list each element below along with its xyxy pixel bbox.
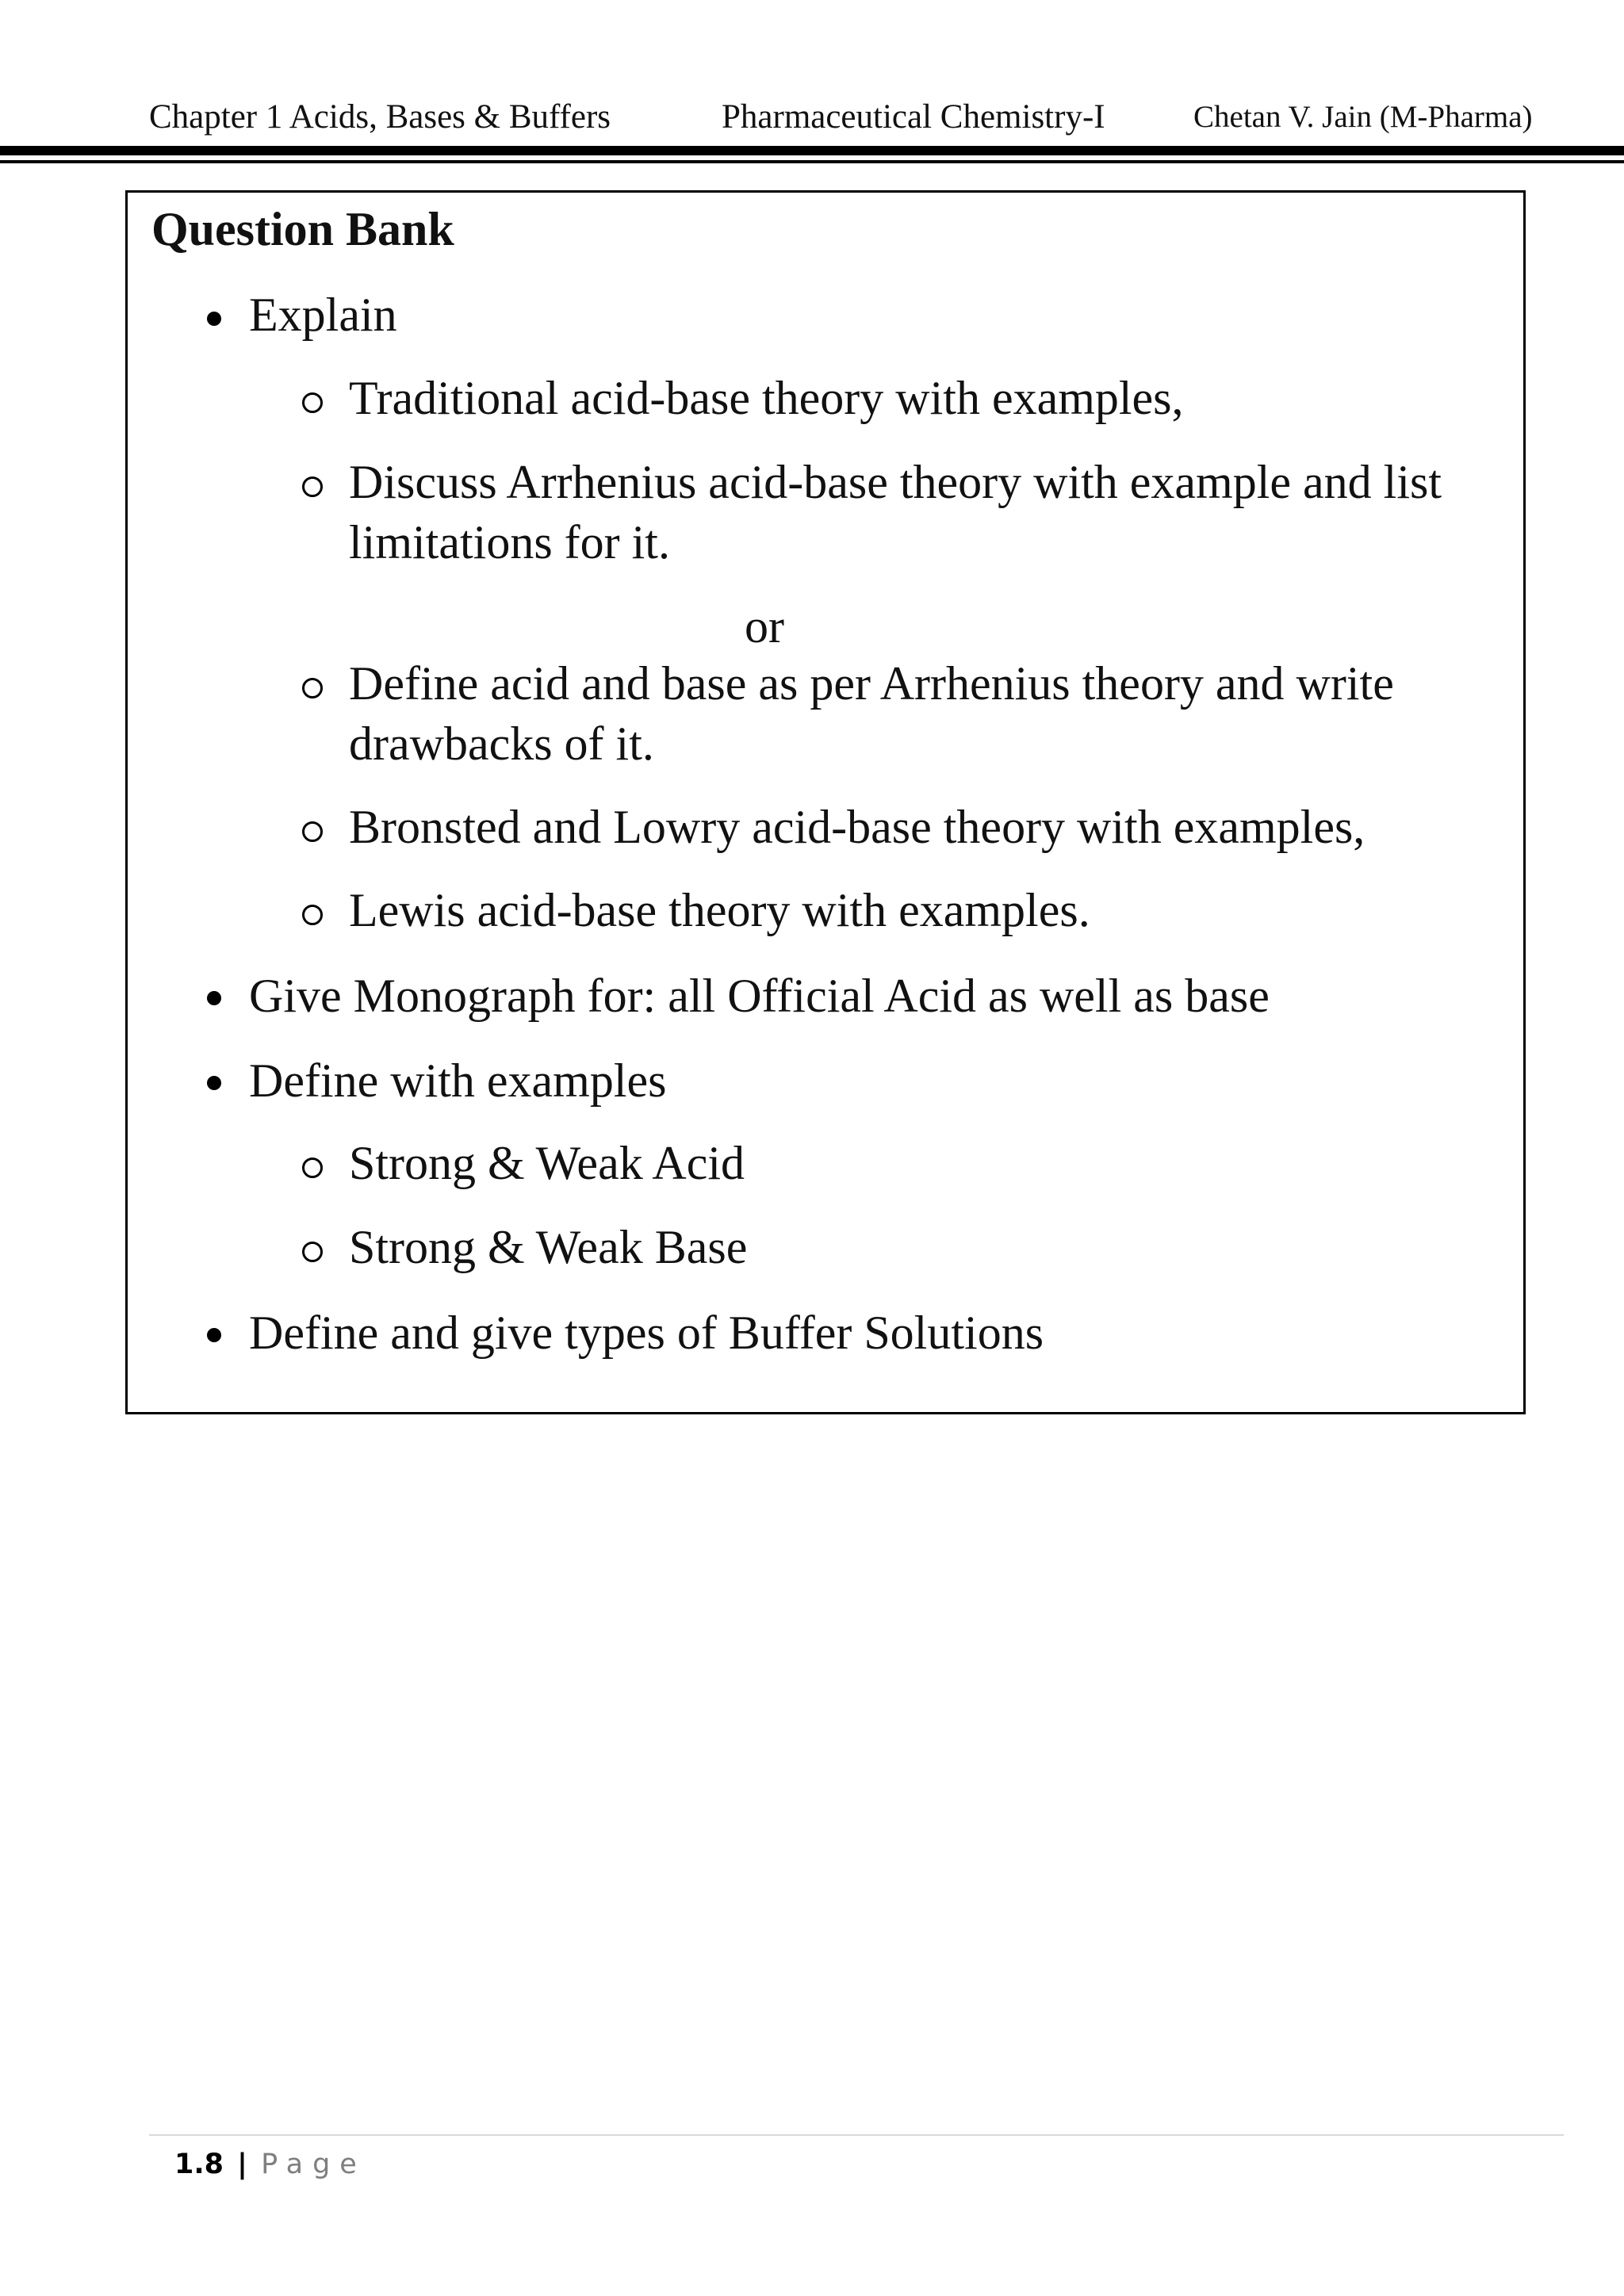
sub-bullet-circle-icon	[302, 1158, 323, 1178]
question-item: Explain	[249, 289, 397, 341]
page-label: Page	[261, 2149, 366, 2180]
question-bank-box	[125, 190, 1526, 1414]
sub-bullet-circle-icon	[302, 905, 323, 925]
bullet-dot-icon	[207, 1076, 221, 1090]
sub-bullet-circle-icon	[302, 476, 323, 497]
header-rule-thin	[0, 160, 1624, 163]
question-bank-title: Question Bank	[151, 203, 454, 255]
header-author: Chetan V. Jain (M-Pharma)	[1193, 100, 1533, 134]
question-subitem: Lewis acid-base theory with examples.	[349, 884, 1090, 936]
footer-separator: |	[237, 2149, 247, 2180]
page-footer	[174, 2141, 366, 2188]
header-subject: Pharmaceutical Chemistry-I	[722, 98, 1105, 136]
question-subitem: Strong & Weak Base	[349, 1221, 748, 1273]
header-chapter: Chapter 1 Acids, Bases & Buffers	[149, 98, 611, 136]
question-subitem: Traditional acid-base theory with examples,	[349, 372, 1184, 424]
question-subitem: Define acid and base as per Arrhenius theory and write drawbacks of it.	[349, 657, 1394, 770]
header-rule-thick	[0, 146, 1624, 155]
sub-bullet-circle-icon	[302, 392, 323, 413]
bullet-dot-icon	[207, 1328, 221, 1342]
sub-bullet-circle-icon	[302, 821, 323, 842]
running-header	[0, 94, 1624, 141]
page-number: 1.8	[174, 2149, 224, 2180]
question-item: Define with examples	[249, 1054, 667, 1107]
sub-bullet-circle-icon	[302, 678, 323, 698]
question-subitem: Strong & Weak Acid	[349, 1137, 745, 1189]
question-item: Give Monograph for: all Official Acid as well as base	[249, 970, 1270, 1022]
question-subitem: Bronsted and Lowry acid-base theory with examples,	[349, 801, 1365, 853]
footer-rule	[149, 2134, 1564, 2136]
question-item: Define and give types of Buffer Solutions	[249, 1307, 1044, 1359]
question-subitem: Discuss Arrhenius acid-base theory with example and list limitations for it.	[349, 456, 1442, 568]
bullet-dot-icon	[207, 991, 221, 1005]
sub-bullet-circle-icon	[302, 1242, 323, 1262]
bullet-dot-icon	[207, 312, 221, 326]
or-separator: or	[745, 600, 784, 652]
